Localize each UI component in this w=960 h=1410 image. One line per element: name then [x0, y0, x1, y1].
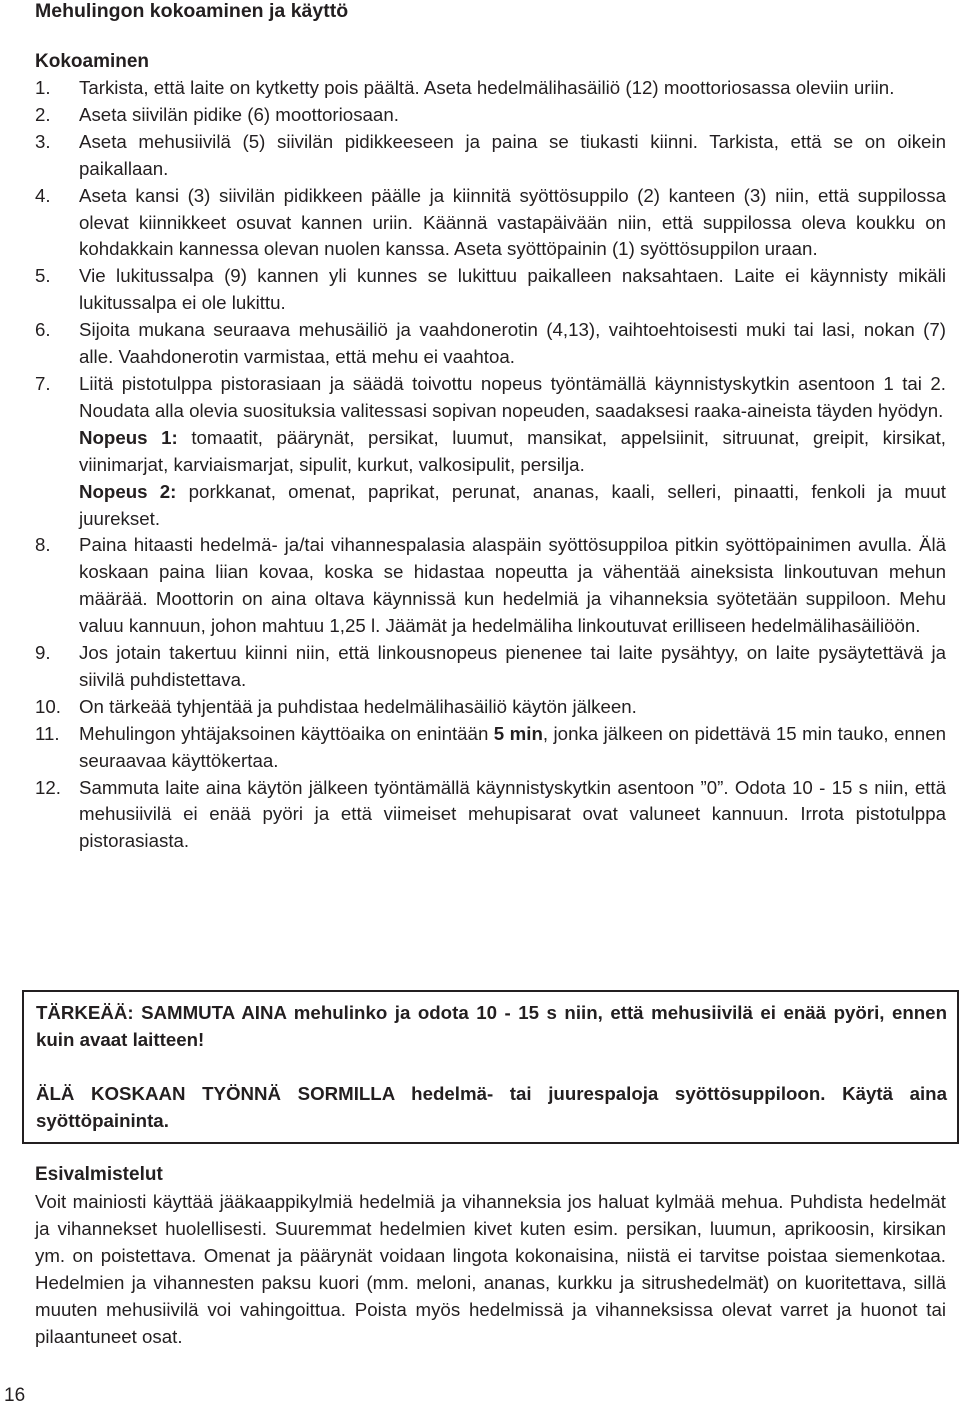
step-number: 3. — [35, 130, 51, 152]
step-text: Sijoita mukana seuraava mehusäiliö ja vaahdonerotin (4,13), vaihtoehtoisesti muki tai lasi, nokan (7) alle. Vaahdonerotin varmistaa, että mehu ei vaahtoa. — [79, 319, 946, 368]
step-3 — [35, 129, 946, 183]
step-text: Tarkista, että laite on kytketty pois päältä. Aseta hedelmälihasäiliö (12) moottoriosassa oleviin uriin. — [79, 77, 895, 98]
step-7 — [35, 371, 946, 532]
step-12 — [35, 775, 946, 856]
step-text: Aseta mehusiivilä (5) siivilän pidikkeeseen ja paina se tiukasti kiinni. Tarkista, että se on oikein paikallaan. — [79, 130, 946, 179]
step-9 — [35, 640, 946, 694]
step-10 — [35, 694, 946, 721]
warning-box — [22, 990, 959, 1144]
step-text: Paina hitaasti hedelmä- ja/tai vihannespalasia alaspäin syöttösuppiloa pitkin syöttöpainimen avulla. Älä koskaan paina liian kovaa, koska se hidastaa nopeutta ja vähentää aineksista linkoutuvan mehun määrää. Moottorin on aina oltava käynnissä kun hedelmiä ja vihanneksia syötetään suppiloon. Mehu valuu kannuun, johon mahtuu 1,25 l. Jäämät ja hedelmäliha linkoutuvat erilliseen hedelmälihasäiliöön. — [79, 534, 946, 637]
step-text: Liitä pistotulppa pistorasiaan ja säädä toivottu nopeus työntämällä käynnistyskytkin asentoon 1 tai 2. Noudata alla olevia suosituksia valitessasi sopivan nopeuden, saadaksesi raaka-aineista täyden hyödyn. — [79, 372, 946, 421]
step-11 — [35, 721, 946, 775]
step-number: 5. — [35, 265, 51, 287]
speed-2-paragraph — [79, 479, 946, 533]
step-8 — [35, 532, 946, 640]
step-6 — [35, 317, 946, 371]
step-number: 1. — [35, 77, 51, 98]
step-2 — [35, 102, 946, 129]
preparation-heading: Esivalmistelut — [35, 1164, 163, 1185]
step-number: 8. — [35, 534, 51, 556]
warning-text-2: ÄLÄ KOSKAAN TYÖNNÄ SORMILLA hedelmä- tai juurespaloja syöttösuppiloon. Käytä aina syöttöpaininta. — [36, 1083, 947, 1131]
warning-text-1: TÄRKEÄÄ: SAMMUTA AINA mehulinko ja odota 10 - 15 s niin, että mehusiivilä ei enää pyöri, ennen kuin avaat laitteen! — [36, 1002, 947, 1050]
speed-2-text: porkkanat, omenat, paprikat, perunat, ananas, kaali, selleri, pinaatti, fenkoli ja muut juurekset. — [79, 480, 946, 529]
step-number: 6. — [35, 319, 51, 341]
step-text-bold: 5 min — [493, 722, 543, 744]
step-number: 4. — [35, 184, 51, 206]
speed-1-paragraph — [79, 425, 946, 479]
step-text: Jos jotain takertuu kiinni niin, että linkousnopeus pienenee tai laite pysähtyy, on laite pysäytettävä ja siivilä puhdistettava. — [79, 642, 946, 690]
step-text: Vie lukitussalpa (9) kannen yli kunnes se lukittuu paikalleen naksahtaen. Laite ei käynnisty mikäli lukitussalpa ei ole lukittu. — [79, 265, 946, 314]
step-4 — [35, 183, 946, 264]
step-1 — [35, 75, 946, 102]
step-text-before: Mehulingon yhtäjaksoinen käyttöaika on enintään — [79, 722, 494, 744]
step-number: 11. — [35, 722, 60, 744]
step-text-after: , jonka jälkeen on pidettävä 15 min tauko, ennen seuraavaa käyttökertaa. — [79, 722, 946, 771]
page-number: 16 — [4, 1385, 26, 1406]
step-text: Sammuta laite aina käytön jälkeen työntämällä käynnistyskytkin asentoon ”0”. Odota 10 - 15 s niin, että mehusiivilä ei enää pyöri ja että viimeiset mehupisarat ovat valuneet kannuun. Irrota pistotulppa pistorasiasta. — [79, 776, 946, 852]
page-title: Mehulingon kokoaminen ja käyttö — [35, 0, 349, 22]
speed-1-text: tomaatit, päärynät, persikat, luumut, mansikat, appelsiinit, sitruunat, greipit, kirsikat, viinimarjat, karviaismarjat, sipulit, kurkut, valkosipulit, persilja. — [79, 426, 947, 475]
step-5 — [35, 263, 946, 317]
assembly-heading: Kokoaminen — [35, 51, 150, 72]
step-text: On tärkeää tyhjentää ja puhdistaa hedelmälihasäiliö käytön jälkeen. — [79, 695, 637, 717]
speed-2-label: Nopeus 2: — [79, 480, 177, 502]
step-number: 9. — [35, 642, 51, 664]
assembly-steps — [35, 75, 946, 855]
step-number: 7. — [35, 372, 51, 394]
step-number: 12. — [35, 776, 61, 798]
speed-1-label: Nopeus 1: — [79, 426, 178, 448]
step-number: 2. — [35, 103, 51, 125]
step-number: 10. — [35, 695, 61, 717]
preparation-text: Voit mainiosti käyttää jääkaappikylmiä hedelmiä ja vihanneksia jos haluat kylmää mehua. Puhdista hedelmät ja vihannekset huolellisesti. Suuremmat hedelmien kivet kuten esim. persikan, luumun, aprikoosin, kirsikan ym. on poistettava. Omenat ja päärynät voidaan lingota kokonaisina, niistä ei tarvitse poistaa siemenkotaa. Hedelmien ja vihannesten paksu kuori (mm. meloni, ananas, kurkku ja sitrushedelmät) on kuoritettava, sillä muuten mehusiivilä voi vahingoittua. Poista myös hedelmissä ja vihanneksissa olevat varret ja huonot tai pilaantuneet osat. — [35, 1191, 946, 1347]
step-text: Aseta kansi (3) siivilän pidikkeen päälle ja kiinnitä syöttösuppilo (2) kanteen (3) niin, että suppilossa olevat kiinnikkeet osuvat kannen uriin. Käännä vastapäivään niin, että suppilossa oleva koukku on kohdakkain kannessa olevan nuolen kanssa. Aseta syöttöpainin (1) syöttösuppilon uraan. — [79, 184, 946, 260]
step-text: Aseta siivilän pidike (6) moottoriosaan. — [79, 103, 399, 125]
